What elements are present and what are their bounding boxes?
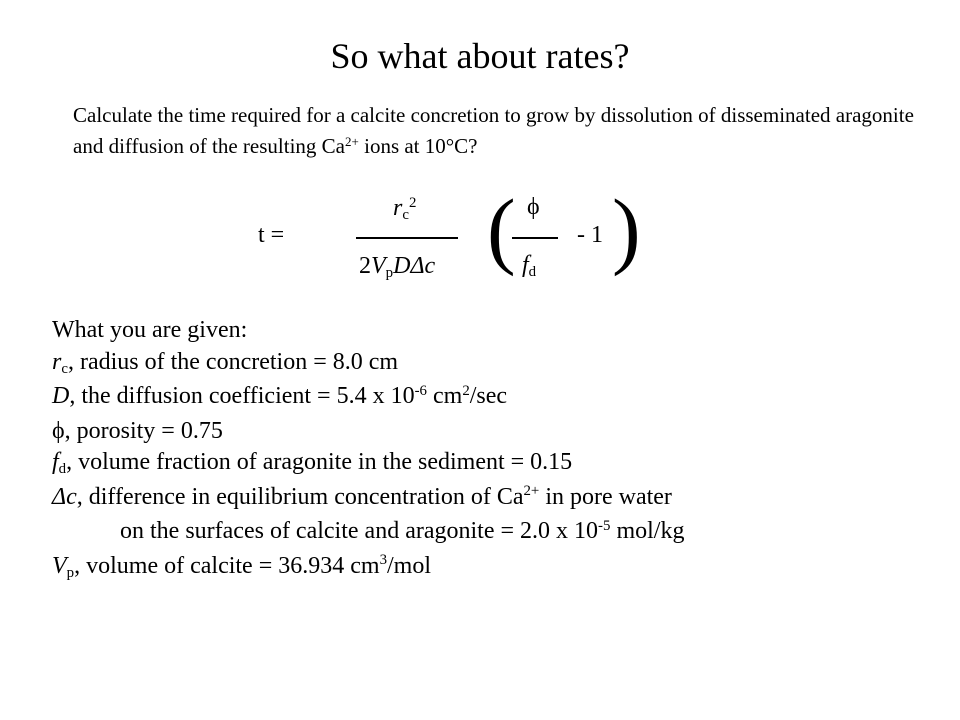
question-part1: Calculate the time required for a calcite concretion to grow by dissolution of disseminated aragonite and diffusion of the resulting Ca xyxy=(73,103,914,158)
given-heading: What you are given: xyxy=(52,317,248,343)
calcium-charge: 2+ xyxy=(345,133,359,149)
minus-one: - 1 xyxy=(577,222,603,248)
given-radius: $r_c$, radius of the concretion = 8.0 cm xyxy=(52,348,399,377)
given-molar-volume: $V_p$, volume of calcite = 36.934 $cm^3$/mol xyxy=(52,552,432,581)
given-volume-fraction: $f_d$, volume fraction of aragonite in the sediment = 0.15 xyxy=(52,449,573,478)
question-part2: ions at 10°C? xyxy=(358,134,478,158)
fraction1-denominator: $2V_pD\Delta c$ xyxy=(359,253,436,282)
given-concentration-continued: on the surfaces of calcite and aragonite = 2.0 x $10^{-5}$ mol/kg xyxy=(120,517,685,544)
close-parenthesis: ) xyxy=(612,181,641,277)
fraction2-numerator: ϕ xyxy=(527,194,540,220)
fraction1-bar xyxy=(356,237,458,239)
slide-title: So what about rates? xyxy=(330,36,630,76)
fraction2-bar xyxy=(512,237,558,239)
given-diffusion: D, the diffusion coefficient = 5.4 x $10^{-6}$ $cm^2/\sec$ xyxy=(52,382,508,409)
open-parenthesis: ( xyxy=(487,181,516,277)
fraction1-numerator: $r_c^2$ xyxy=(393,194,417,224)
given-concentration-difference: Δc, difference in equilibrium concentration of $Ca^{2+}$ in pore water xyxy=(52,483,672,510)
equation-lhs: t = xyxy=(258,222,285,248)
fraction2-denominator: $f_d$ xyxy=(522,252,537,281)
question-text xyxy=(73,100,933,164)
given-list xyxy=(52,315,684,585)
given-porosity: ϕ, porosity = 0.75 xyxy=(52,417,223,444)
